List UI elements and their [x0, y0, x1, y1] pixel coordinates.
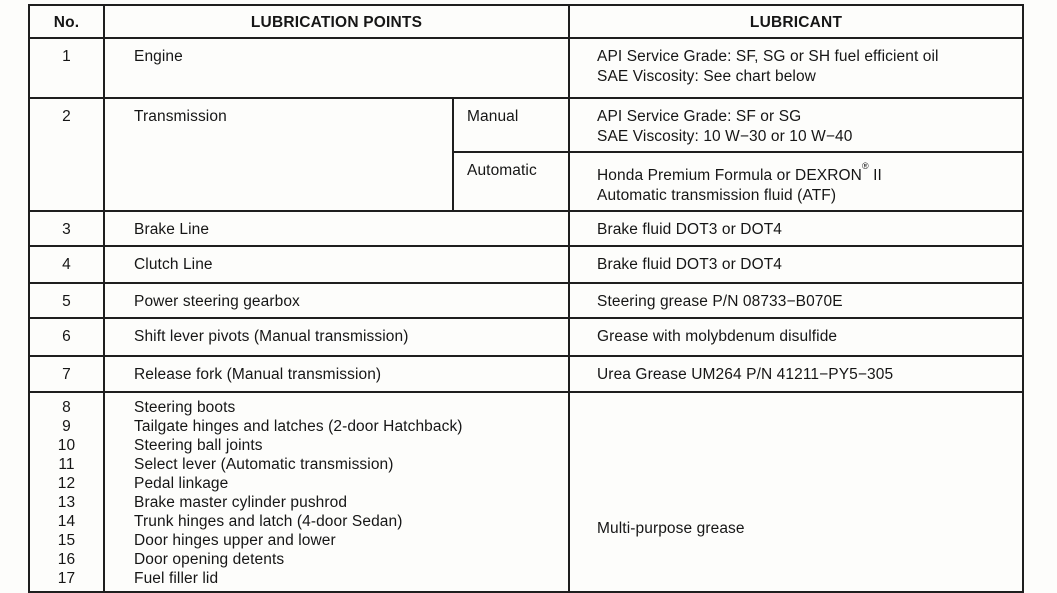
group-row-points	[104, 392, 569, 592]
lubricant-cell	[569, 152, 1023, 211]
lubricant-cell: Urea Grease UM264 P/N 41211−PY5−305	[569, 356, 1023, 392]
row-number: 8	[62, 399, 71, 417]
lubrication-point: Brake Line	[104, 211, 569, 246]
lubricant-cell: Grease with molybdenum disulfide	[569, 318, 1023, 356]
lubrication-point: Trunk hinges and latch (4-door Sedan)	[134, 513, 403, 531]
row-clutch-line	[29, 246, 1023, 283]
row-number: 14	[57, 513, 76, 531]
row-number: 12	[57, 475, 76, 493]
row-number: 5	[29, 283, 104, 318]
lubrication-point: Engine	[104, 38, 569, 98]
lubrication-point: Tailgate hinges and latches (2-door Hatchback)	[134, 418, 463, 436]
lubrication-point: Pedal linkage	[134, 475, 229, 493]
lubrication-point: Steering ball joints	[134, 437, 263, 455]
group-row-numbers	[29, 392, 104, 592]
lubrication-point: Brake master cylinder pushrod	[134, 494, 348, 512]
lubricant-text: II	[868, 167, 882, 185]
header-lubricant: LUBRICANT	[569, 5, 1023, 38]
lubricant-cell: Steering grease P/N 08733−B070E	[569, 283, 1023, 318]
row-number: 10	[57, 437, 76, 455]
lubricant-line: API Service Grade: SF, SG or SH fuel efficient oil	[597, 48, 939, 65]
lubricant-line: API Service Grade: SF or SG	[597, 108, 802, 125]
lubricant-text: Honda Premium Formula or DEXRON	[597, 167, 862, 185]
lubrication-point: Select lever (Automatic transmission)	[134, 456, 394, 474]
row-number: 4	[29, 246, 104, 283]
header-row	[29, 5, 1023, 38]
lubrication-point-clipped: Fuel filler lid	[134, 570, 219, 588]
row-number: 7	[29, 356, 104, 392]
registered-trademark-symbol: ®	[861, 161, 869, 171]
lubricant-cell: Brake fluid DOT3 or DOT4	[569, 211, 1023, 246]
lubricant-line: SAE Viscosity: 10 W−30 or 10 W−40	[597, 128, 853, 145]
lubricant-cell	[569, 38, 1023, 98]
row-engine	[29, 38, 1023, 98]
row-number: 11	[58, 456, 75, 474]
row-transmission-manual	[29, 98, 1023, 152]
header-no: No.	[29, 5, 104, 38]
transmission-type-manual: Manual	[453, 98, 569, 152]
row-power-steering-gearbox	[29, 283, 1023, 318]
lubrication-point: Transmission	[104, 98, 453, 211]
row-number: 2	[29, 98, 104, 211]
lubricant-line	[597, 161, 1014, 186]
row-number: 1	[29, 38, 104, 98]
lubricant-cell	[569, 392, 1023, 592]
lubricant-line: Multi-purpose grease	[597, 520, 745, 538]
row-shift-lever-pivots	[29, 318, 1023, 356]
lubrication-table	[28, 4, 1024, 593]
lubricant-cell: Brake fluid DOT3 or DOT4	[569, 246, 1023, 283]
row-number-clipped: 17	[57, 570, 76, 588]
row-release-fork	[29, 356, 1023, 392]
row-number: 9	[62, 418, 71, 436]
row-number: 16	[57, 551, 76, 569]
header-lubrication-points: LUBRICATION POINTS	[104, 5, 569, 38]
row-brake-line	[29, 211, 1023, 246]
lubrication-point: Power steering gearbox	[104, 283, 569, 318]
lubricant-cell	[569, 98, 1023, 152]
row-multipurpose-grease-group	[29, 392, 1023, 592]
lubrication-point: Clutch Line	[104, 246, 569, 283]
lubrication-point: Release fork (Manual transmission)	[104, 356, 569, 392]
row-number: 13	[57, 494, 76, 512]
row-number: 3	[29, 211, 104, 246]
lubrication-point: Door opening detents	[134, 551, 285, 569]
lubrication-point: Door hinges upper and lower	[134, 532, 336, 550]
row-number: 15	[57, 532, 76, 550]
lubricant-line: Automatic transmission fluid (ATF)	[597, 187, 837, 205]
lubrication-point: Steering boots	[134, 399, 236, 417]
row-number: 6	[29, 318, 104, 356]
lubrication-point: Shift lever pivots (Manual transmission)	[104, 318, 569, 356]
transmission-type-automatic: Automatic	[453, 152, 569, 211]
lubricant-line: SAE Viscosity: See chart below	[597, 68, 816, 85]
